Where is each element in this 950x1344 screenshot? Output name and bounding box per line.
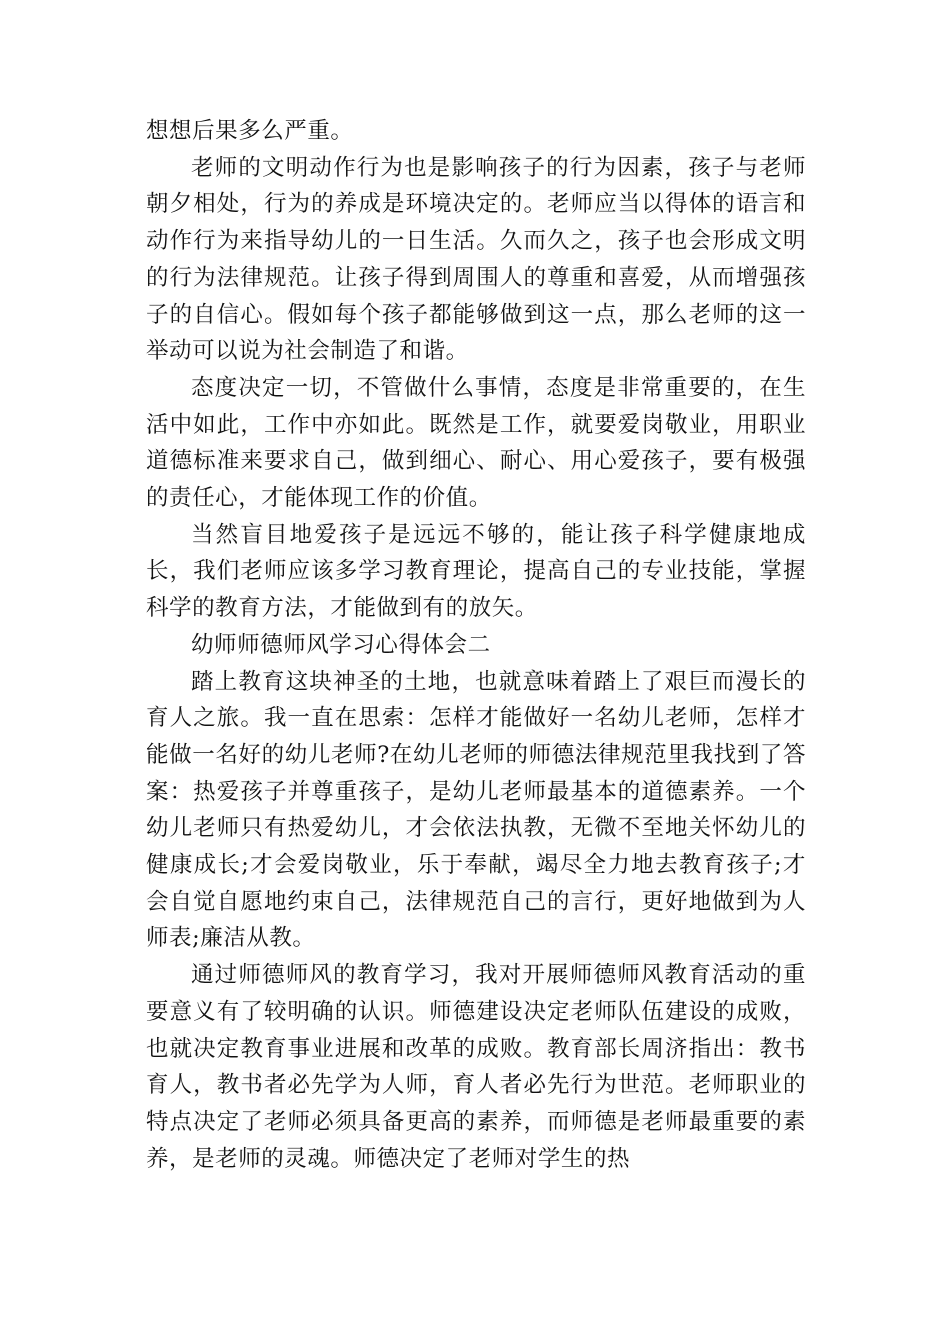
paragraph-2: 老师的文明动作行为也是影响孩子的行为因素，孩子与老师朝夕相处，行为的养成是环境决定的。老师应当以得体的语言和动作行为来指导幼儿的一日生活。久而久之，孩子也会形成文明的行为法律规范。让孩子得到周围人的尊重和喜爱，从而增强孩子的自信心。假如每个孩子都能够做到这一点，那么老师的这一举动可以说为社会制造了和谐。 <box>146 154 806 365</box>
paragraph-4: 当然盲目地爱孩子是远远不够的，能让孩子科学健康地成长，我们老师应该多学习教育理论，提高自己的专业技能，掌握科学的教育方法，才能做到有的放矢。 <box>146 521 806 622</box>
paragraph-5: 踏上教育这块神圣的土地，也就意味着踏上了艰巨而漫长的育人之旅。我一直在思索：怎样才能做好一名幼儿老师，怎样才能做一名好的幼儿老师?在幼儿老师的师德法律规范里我找到了答案：热爱孩子并尊重孩子，是幼儿老师最基本的道德素养。一个幼儿老师只有热爱幼儿，才会依法执教，无微不至地关怀幼儿的健康成长;才会爱岗敬业，乐于奉献，竭尽全力地去教育孩子;才会自觉自愿地约束自己，法律规范自己的言行，更好地做到为人师表;廉洁从教。 <box>146 668 806 952</box>
paragraph-1: 想想后果多么严重。 <box>146 118 354 144</box>
paragraph-3: 态度决定一切，不管做什么事情，态度是非常重要的，在生活中如此，工作中亦如此。既然是工作，就要爱岗敬业，用职业道德标准来要求自己，做到细心、耐心、用心爱孩子，要有极强的责任心，才能体现工作的价值。 <box>146 374 806 512</box>
section-heading: 幼师师德师风学习心得体会二 <box>191 631 491 658</box>
document-body <box>146 113 806 1177</box>
paragraph-6: 通过师德师风的教育学习，我对开展师德师风教育活动的重要意义有了较明确的认识。师德建设决定老师队伍建设的成败，也就决定教育事业进展和改革的成败。教育部长周济指出：教书育人，教书者必先学为人师，育人者必先行为世范。老师职业的特点决定了老师必须具备更高的素养，而师德是老师最重要的素养，是老师的灵魂。师德决定了老师对学生的热 <box>146 962 806 1172</box>
